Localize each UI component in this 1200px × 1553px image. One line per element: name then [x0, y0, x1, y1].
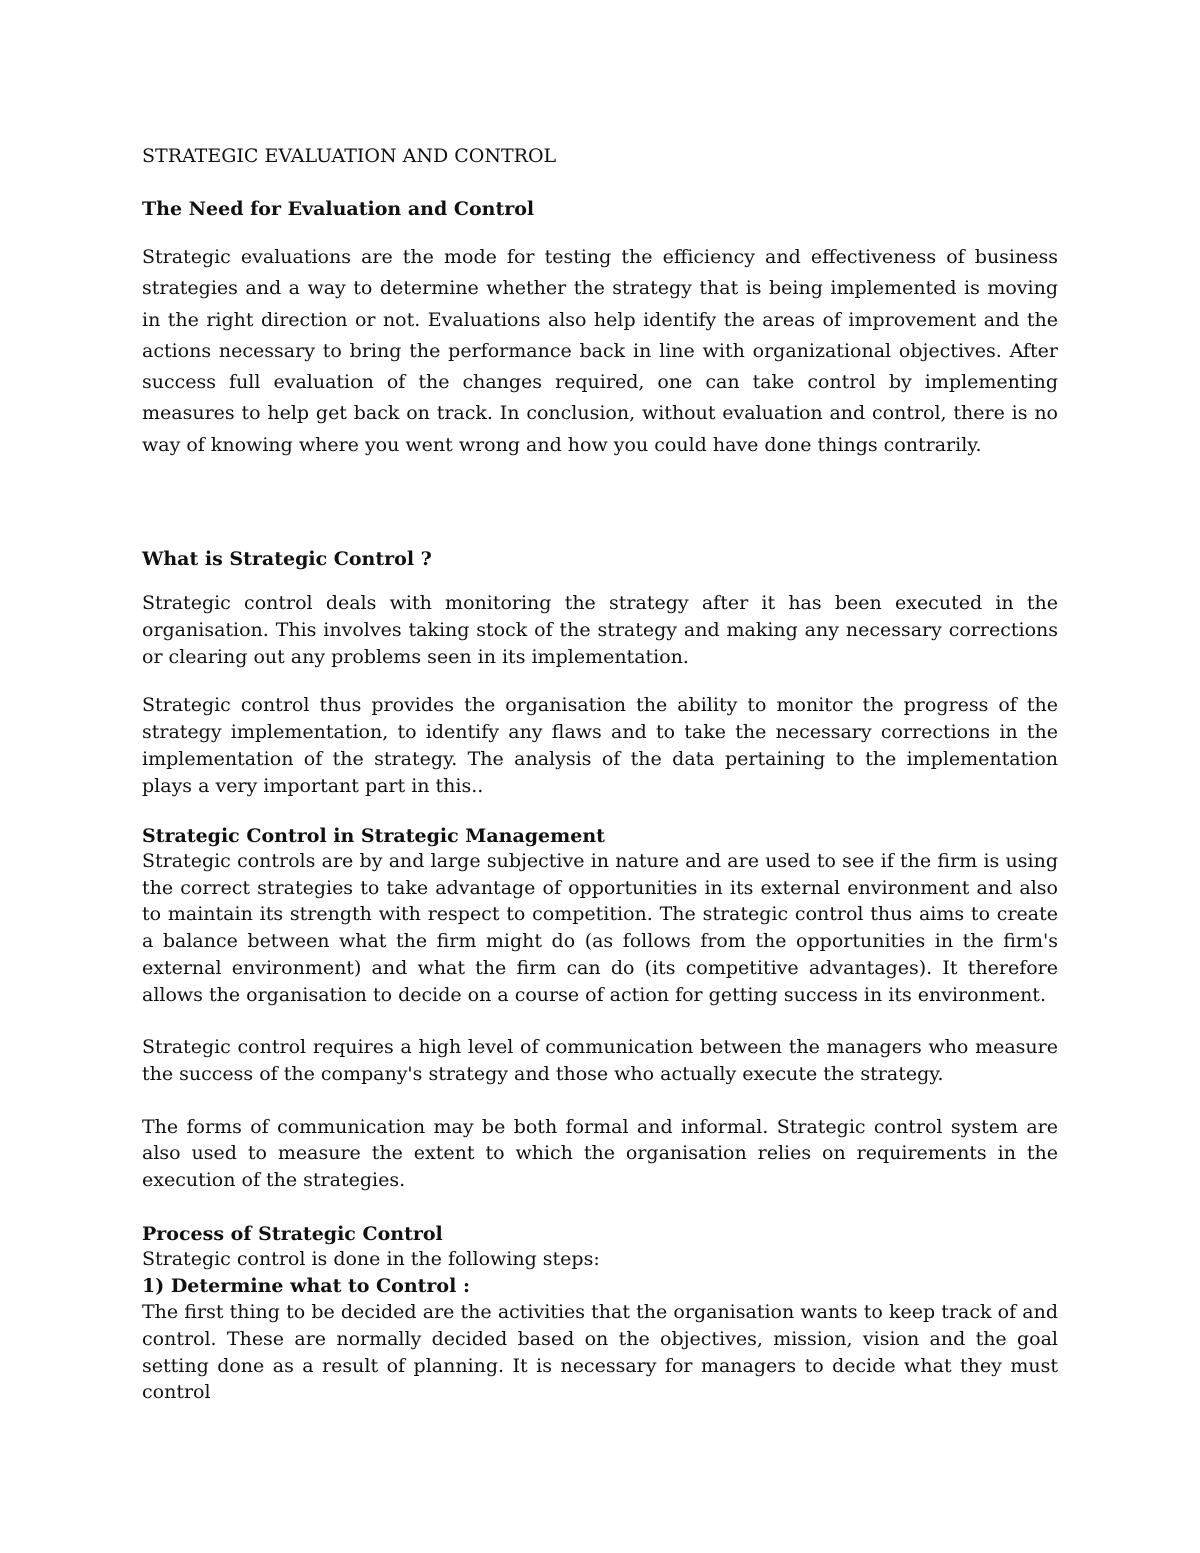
paragraph-process-intro: Strategic control is done in the following steps: — [142, 1247, 600, 1270]
paragraph-step1-text: The first thing to be decided are the activities that the organisation wants to keep track of and control. These are normally decided based on the objectives, mission, vision and the goal setting done as a result of planning. It is necessary for managers to decide what they must control — [142, 1301, 1058, 1404]
paragraph-communication-level: Strategic control requires a high level of communication between the managers who measure the success of the company's strategy and those who actually execute the strategy. — [142, 1036, 1058, 1085]
section-heading-process-of-strategic-control: Process of Strategic Control — [142, 1222, 443, 1245]
step-heading-determine-what-to-control: 1) Determine what to Control : — [142, 1274, 470, 1297]
paragraph-forms-of-communication: The forms of communication may be both formal and informal. Strategic control system are also used to measure the extent to which the organisation relies on requirements in the execution of the strategies. — [142, 1115, 1058, 1192]
paragraph-strategic-controls-subjective: Strategic controls are by and large subjective in nature and are used to see if the firm is using the correct strategies to take advantage of opportunities in its external environment and also to maintain its strength with respect to competition. The strategic control thus aims to create a balance between what the firm might do (as follows from the opportunities in the firm's external environment) and what the firm can do (its competitive advantages). It therefore allows the organisation to decide on a course of action for getting success in its environment. — [142, 850, 1058, 1006]
section-heading-need-for-evaluation: The Need for Evaluation and Control — [142, 198, 535, 220]
paragraph-strategic-control-definition: Strategic control deals with monitoring the strategy after it has been executed in the organisation. This involves taking stock of the strategy and making any necessary corrections or clearing out any problems seen in its implementation. — [142, 592, 1058, 669]
document-page — [142, 142, 1058, 1406]
document-title: STRATEGIC EVALUATION AND CONTROL — [142, 145, 557, 167]
paragraph-need-for-evaluation: Strategic evaluations are the mode for testing the efficiency and effectiveness of business strategies and a way to determine whether the strategy that is being implemented is moving in the right direction or not. Evaluations also help identify the areas of improvement and the actions necessary to bring the performance back in line with organizational objectives. After success full evaluation of the changes required, one can take control by implementing measures to help get back on track. In conclusion, without evaluation and control, there is no way of knowing where you went wrong and how you could have done things contrarily. — [142, 246, 1058, 456]
paragraph-strategic-control-ability: Strategic control thus provides the organisation the ability to monitor the progress of the strategy implementation, to identify any flaws and to take the necessary corrections in the implementation of the strategy. The analysis of the data pertaining to the implementation plays a very important part in this.. — [142, 694, 1058, 798]
section-heading-strategic-control-in-management: Strategic Control in Strategic Management — [142, 825, 605, 848]
section-heading-what-is-strategic-control: What is Strategic Control ? — [142, 548, 432, 571]
